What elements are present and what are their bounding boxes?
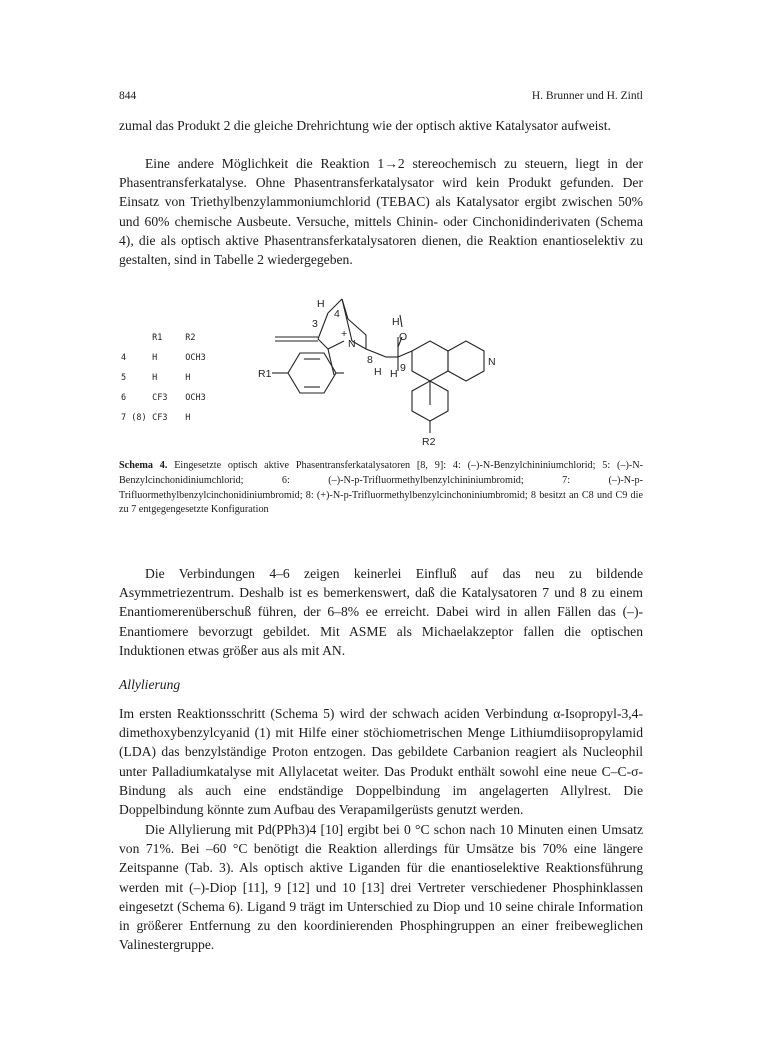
section-title: Allylierung [119,677,181,692]
label-h-9: H [390,368,398,380]
bond [318,313,328,339]
table-row [121,388,206,408]
row-id: 4 [121,353,127,363]
table-row [121,408,206,428]
row-id: 6 [121,393,127,403]
row-id: 7 (8) [121,413,147,423]
label-h-left: H [374,366,382,378]
row-r2: OCH3 [185,353,206,363]
bond [348,319,366,335]
label-h-top: H [317,298,325,310]
label-n-bridge: N [348,338,356,350]
paragraph-1: zumal das Produkt 2 die gleiche Drehrichtung wie der optisch aktive Katalysator aufweist. [119,118,611,133]
row-id: 5 [121,373,127,383]
label-4: 4 [334,308,340,320]
running-header-authors: H. Brunner und H. Zintl [531,90,643,102]
label-r2: R2 [422,436,436,448]
paragraph-2: Eine andere Möglichkeit die Reaktion 1→2 stereochemisch zu steuern, liegt in der Phasentransferkatalyse. Ohne Phasentransferkatalysator wird kein Produkt gefunden. Der Einsatz von Triethylbenzylammoniumchlorid (TEBAC) als Katalysator ergibt zwischen 50% und 60% chemische Ausbeute. Versuche, mittels Chinin- oder Cinchonidinderivaten (Schema 4), die als optisch aktive Phasentransferkatalysatoren dienen, die Reaktion enantioselektiv zu gestalten, sind in Tabelle 2 wiedergegeben. [119,156,643,268]
cinchona-structure-diagram [240,285,520,450]
caption-label: Schema 4. [119,460,168,471]
label-n-plus: + [341,328,348,340]
table-header-r2: R2 [185,333,196,343]
scheme-caption [119,459,643,518]
caption-text: Eingesetzte optisch aktive Phasentransferkatalysatoren [8, 9]: 4: (–)-N-Benzylchininiumchlorid; 5: (–)-N-Benzylcinchonidiniumchlorid; 6: (–)-N-p-Trifluormethylbenzylchininiumbromid; 7: (–)-N-p-Trifluormethylbenzylcinchonidiniumbromid; 8: (+)-N-p-Trifluormethylbenzylcinchoniniumbromid; 8 besitzt an C8 und C9 die zu 7 entgegengesetzte Konfiguration [119,460,643,516]
label-3: 3 [312,318,318,330]
paragraph-5: Die Allylierung mit Pd(PPh3)4 [10] ergibt bei 0 °C schon nach 10 Minuten einen Umsatz von 71%. Bei –60 °C benötigt die Reaktion allerdings für Umsätze bis 70% eine längere Zeitspanne (Tab. 3). Als optisch aktive Liganden für die enantioselektive Reaktionsführung werden mit (–)-Diop [11], 9 [12] und 10 [13] drei Vertreter verschiedener Phosphinklassen eingesetzt (Schema 6). Ligand 9 trägt im Unterschied zu Diop und 10 seine chirale Information in größerer Entfernung zu den koordinierenden Phosphingruppen an einer freibeweglichen Valinestergruppe. [119,822,643,953]
quinoline-ring-a [412,341,448,381]
label-9: 9 [400,362,406,374]
bond-o-h [400,315,402,327]
label-o: O [399,331,408,343]
bond [398,351,412,357]
page-number: 844 [119,90,137,102]
table-row [121,348,206,368]
table-row [121,368,206,388]
label-r1: R1 [258,368,272,380]
row-r2: OCH3 [185,393,206,403]
paragraph-3: Die Verbindungen 4–6 zeigen keinerlei Einfluß auf das neu zu bildende Asymmetriezentrum. Deshalb ist es bemerkenswert, daß die Katalysatoren 7 und 8 zu einem Enantiomerenüberschuß führen, der 6–8% ee erreicht. Dabei wird in allen Fällen das (–)-Enantiomere bevorzugt gebildet. Mit ASME als Michaelakzeptor fallen die optischen Induktionen etwas größer aus als mit AN. [119,566,643,658]
label-h-o: H [392,316,400,328]
quinoline-ring-b [448,341,484,381]
row-r1: H [152,353,158,363]
substituent-table [121,328,206,428]
table-header-r1: R1 [152,333,163,343]
row-r1: H [152,373,158,383]
paragraph-4: Im ersten Reaktionsschritt (Schema 5) wird der schwach aciden Verbindung α-Isopropyl-3,4-dimethoxybenzylcyanid (1) mit Hilfe einer stöchiometrischen Menge Lithiumdiisopropylamid (LDA) das benzylständige Proton entzogen. Das gebildete Carbanion reagiert als Nucleophil unter Palladiumkatalyse mit Allylacetat weiter. Das Produkt enthält sowohl eine neue C–C-σ-Bindung als auch eine endständige Doppelbindung im angelagerten Allylrest. Die Doppelbindung könnte zum Aufbau des Verapamilgerüsts genutzt werden. [119,706,643,818]
table-header-row [121,328,206,348]
label-8: 8 [367,354,373,366]
row-r2: H [185,413,191,423]
label-n-quinoline: N [488,356,496,368]
row-r2: H [185,373,191,383]
row-r1: CF3 [152,393,168,403]
bond [318,339,328,349]
row-r1: CF3 [152,413,168,423]
bond [328,341,344,349]
